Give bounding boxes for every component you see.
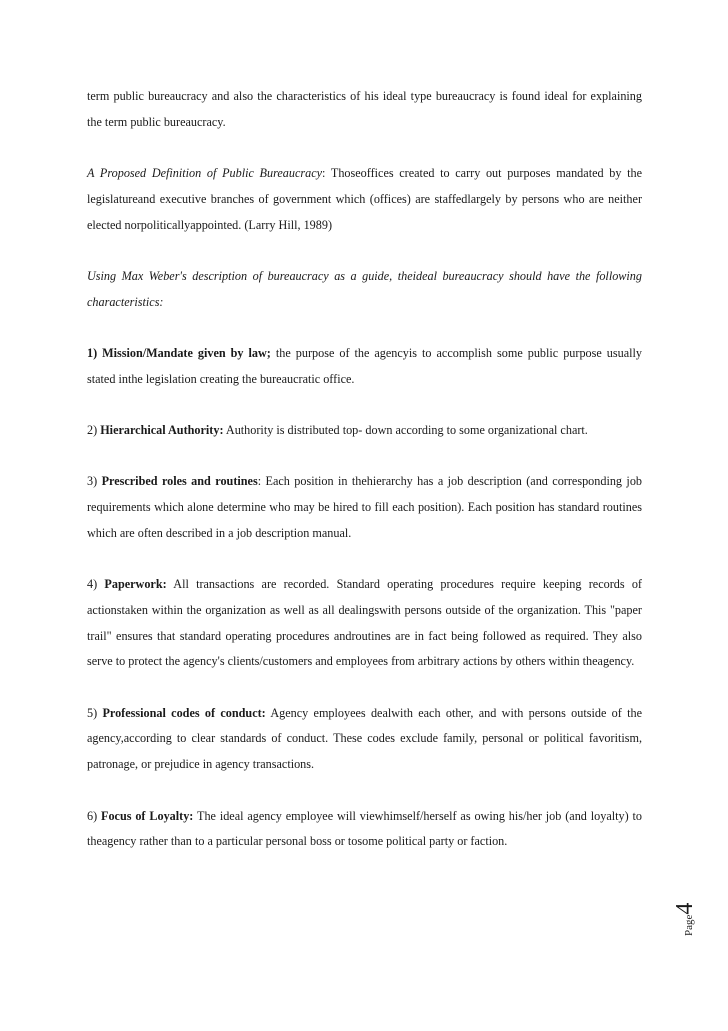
characteristic-4-text: All transactions are recorded. Standard operating procedures require keeping records of actionstaken within the organization as well as all dealingswith persons outside of the organization. This "paper trail" ensures that standard operating procedures androutines are in fact being followed as required. They also serve to protect the agency's clients/customers and employees from arbitrary actions by others within theagency. — [87, 577, 642, 669]
characteristic-1-heading: Mission/Mandate given by law; — [102, 345, 271, 360]
characteristic-3-number: 3) — [87, 474, 102, 489]
weber-intro-text: Using Max Weber's description of bureaucracy as a guide, theideal bureaucracy should have the following characteristics: — [87, 268, 642, 309]
characteristic-1-text: the purpose of the agencyis to accomplish some public purpose usually stated inthe legislation creating the bureaucratic office. — [87, 345, 642, 386]
characteristic-4-number: 4) — [87, 577, 105, 592]
characteristic-6-text: The ideal agency employee will viewhimself/herself as owing his/her job (and loyalty) to theagency rather than to a particular personal boss or tosome political party or faction. — [87, 808, 642, 849]
characteristic-2-number: 2) — [87, 423, 101, 438]
characteristic-6-heading: Focus of Loyalty: — [101, 808, 194, 823]
characteristic-3-text: : Each position in thehierarchy has a job description (and corresponding job requirements which alone determine who may be hired to fill each position). Each position has standard routines which are often described in a job description manual. — [87, 474, 643, 540]
characteristic-5 — [87, 701, 642, 778]
characteristic-2-heading: Hierarchical Authority: — [100, 423, 224, 438]
characteristic-6-number: 6) — [87, 808, 102, 823]
characteristic-3-heading: Prescribed roles and routines — [101, 474, 258, 489]
page-number-rotated — [672, 903, 699, 936]
intro-text: term public bureaucracy and also the characteristics of his ideal type bureaucracy is found ideal for explaining the term public bureaucracy. — [87, 89, 642, 129]
page-word: Page — [683, 914, 695, 936]
document-body — [87, 84, 642, 881]
characteristic-5-text: Agency employees dealwith each other, and with persons outside of the agency,according to clear standards of conduct. These codes exclude family, personal or political favoritism, patronage, or prejudice in agency transactions. — [87, 705, 642, 772]
characteristic-1 — [87, 341, 642, 392]
definition-text: : Thoseoffices created to carry out purposes mandated by the legislatureand executive branches of government which (offices) are staffedlargely by persons who are neither elected norpoliticallyappointed. (Larry Hill, 1989) — [87, 166, 642, 232]
characteristic-4-heading: Paperwork: — [104, 577, 167, 592]
characteristic-3 — [87, 469, 642, 546]
definition-heading: A Proposed Definition of Public Bureaucracy — [87, 166, 323, 181]
characteristic-5-heading: Professional codes of conduct: — [102, 705, 266, 720]
characteristic-4 — [87, 572, 642, 675]
characteristic-5-number: 5) — [87, 705, 103, 720]
intro-paragraph — [87, 84, 642, 135]
page-number-footer — [660, 880, 700, 940]
characteristic-2-text: Authority is distributed top- down according to some organizational chart. — [223, 423, 588, 438]
characteristic-6 — [87, 804, 642, 855]
characteristic-2 — [87, 418, 642, 444]
page-digit: 4 — [672, 902, 698, 915]
definition-paragraph — [87, 161, 642, 238]
weber-intro-paragraph — [87, 264, 642, 315]
characteristic-1-number: 1) — [87, 345, 103, 360]
